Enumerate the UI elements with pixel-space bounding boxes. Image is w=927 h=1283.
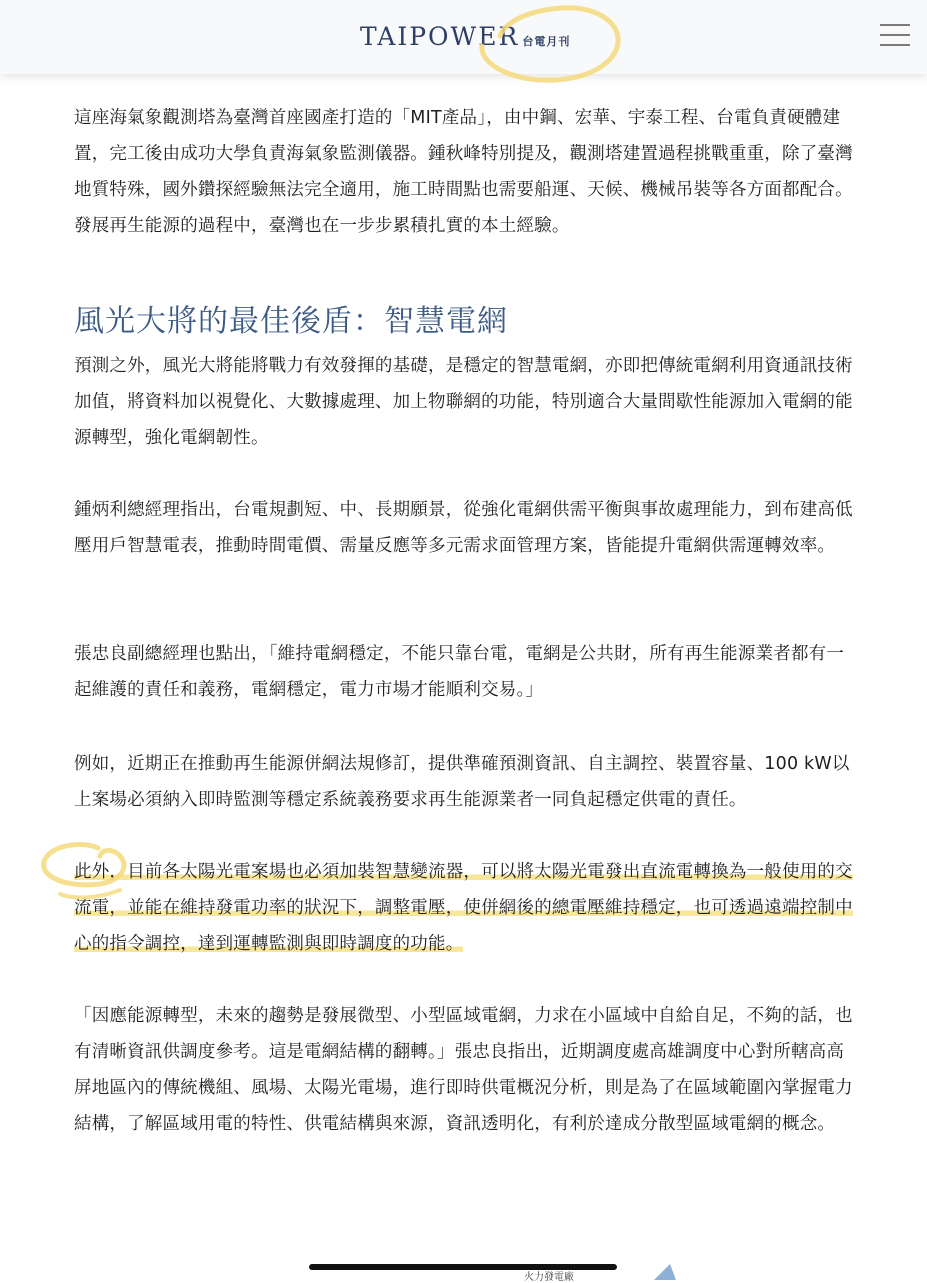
figure-label: 火力發電廠 bbox=[524, 1272, 574, 1283]
site-header bbox=[0, 0, 927, 74]
hamburger-menu-icon[interactable] bbox=[880, 22, 910, 48]
logo-subtitle: 台電月刊 bbox=[522, 35, 571, 48]
paragraph-deputy-quote: 張忠良副總經理也點出，「維持電網穩定，不能只靠台電，電網是公共財，所有再生能源業者都有一起維護的責任和義務，電網穩定，電力市場才能順利交易。」 bbox=[74, 644, 845, 700]
taipower-logo[interactable] bbox=[360, 22, 570, 51]
highlighted-text: 此外，目前各太陽光電案場也必須加裝智慧變流器，可以將太陽光電發出直流電轉換為一般使用的交流電，並能在維持發電功率的狀況下，調整電壓，使併網後的總電壓維持穩定，也可透過遠端控制中心的指令調控，達到運轉監測與即時調度的功能。 bbox=[74, 862, 853, 954]
paragraph-smart-grid-intro: 預測之外，風光大將能將戰力有效發揮的基礎，是穩定的智慧電網，亦即把傳統電網利用資通訊技術加值，將資料加以視覺化、大數據處理、加上物聯網的功能，特別適合大量間歇性能源加入電網的能源轉型，強化電網韌性。 bbox=[74, 356, 853, 448]
figure-triangle-shape bbox=[650, 1262, 680, 1280]
paragraph-general-manager: 鍾炳利總經理指出，台電規劃短、中、長期願景，從強化電網供需平衡與事故處理能力，到布建高低壓用戶智慧電表，推動時間電價、需量反應等多元需求面管理方案，皆能提升電網供需運轉效率。 bbox=[74, 500, 853, 556]
paragraph-observation-tower: 這座海氣象觀測塔為臺灣首座國產打造的「MIT產品」，由中鋼、宏華、宇泰工程、台電負責硬體建置，完工後由成功大學負責海氣象監測儀器。鍾秋峰特別提及，觀測塔建置過程挑戰重重，除了臺灣地質特殊，國外鑽探經驗無法完全適用，施工時間點也需要船運、天候、機械吊裝等各方面都配合。發展再生能源的過程中，臺灣也在一步步累積扎實的本土經驗。 bbox=[74, 108, 853, 236]
paragraph-regulations: 例如，近期正在推動再生能源併網法規修訂，提供準確預測資訊、自主調控、裝置容量、100 kW以上案場必須納入即時監測等穩定系統義務要求再生能源業者一同負起穩定供電的責任。 bbox=[74, 754, 850, 810]
section-heading: 風光大將的最佳後盾：智慧電網 bbox=[74, 304, 508, 339]
paragraph-microgrid: 「因應能源轉型，未來的趨勢是發展微型、小型區域電網，力求在小區域中自給自足，不夠的話，也有清晰資訊供調度參考。這是電網結構的翻轉。」張忠良指出，近期調度處高雄調度中心對所轄高高屏地區內的傳統機組、風場、太陽光電場，進行即時供電概況分析，則是為了在區域範圍內掌握電力結構，了解區域用電的特性、供電結構與來源，資訊透明化，有利於達成分散型區域電網的概念。 bbox=[74, 1006, 853, 1134]
home-indicator[interactable] bbox=[309, 1264, 617, 1270]
logo-wordmark: TAIPOWER bbox=[360, 22, 520, 51]
paragraph-smart-inverter-highlighted bbox=[74, 854, 854, 962]
